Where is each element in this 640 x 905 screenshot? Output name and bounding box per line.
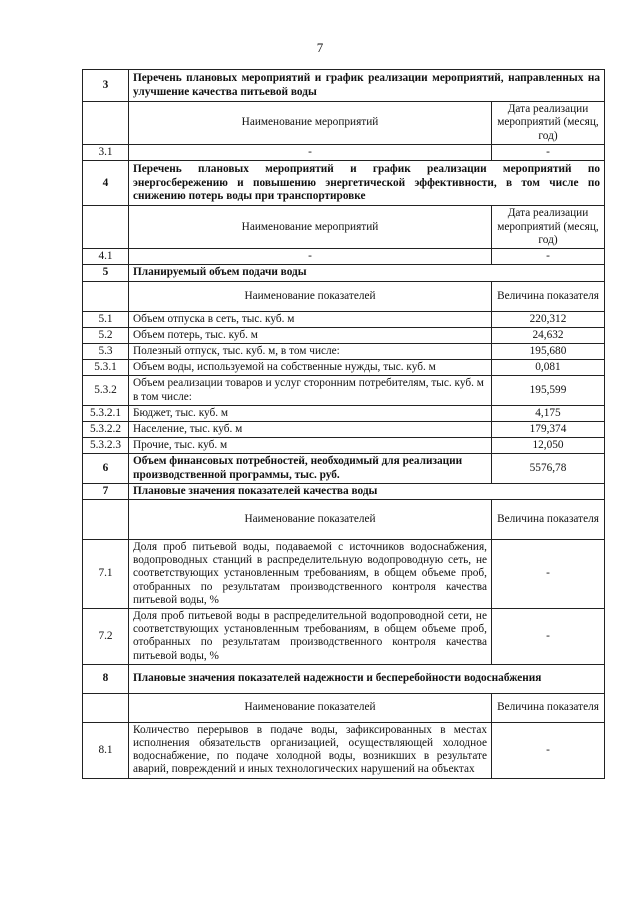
row-name: - <box>129 145 492 161</box>
row-name: Объем воды, используемой на собственные нужды, тыс. куб. м <box>129 360 492 376</box>
row-number: 5.1 <box>83 311 129 327</box>
table-row <box>83 327 605 343</box>
empty-cell <box>83 281 129 311</box>
table-row <box>83 376 605 405</box>
row-value: - <box>492 722 605 778</box>
row-name: Количество перерывов в подаче воды, зафиксированных в местах исполнения обязательств организацией, осуществляющей холодное водоснабжение, по подаче холодной воды, возникших в результате аварий, повреждений и иных технологических нарушений на объектах <box>129 722 492 778</box>
column-header-value: Величина показателя <box>492 693 605 722</box>
row-number: 5.3.2.2 <box>83 422 129 438</box>
section-value: 5576,78 <box>492 454 605 483</box>
row-number: 5.3.2 <box>83 376 129 405</box>
section-number: 5 <box>83 265 129 281</box>
table-row <box>83 438 605 454</box>
empty-cell <box>83 500 129 540</box>
row-value: 0,081 <box>492 360 605 376</box>
row-name: - <box>129 249 492 265</box>
section-title: Плановые значения показателей качества воды <box>129 483 605 499</box>
table-row <box>83 609 605 665</box>
row-number: 4.1 <box>83 249 129 265</box>
column-header-value: Величина показателя <box>492 281 605 311</box>
section-3-header <box>83 70 605 102</box>
table-row <box>83 311 605 327</box>
row-value: 24,632 <box>492 327 605 343</box>
section-title: Объем финансовых потребностей, необходимый для реализации производственной программы, тыс. руб. <box>129 454 492 483</box>
program-table <box>82 69 605 779</box>
column-header-name: Наименование показателей <box>129 693 492 722</box>
column-header-date: Дата реализации мероприятий (месяц, год) <box>492 206 605 249</box>
page-number: 7 <box>316 40 324 55</box>
section-6-row <box>83 454 605 483</box>
empty-cell <box>83 102 129 145</box>
table-row <box>83 422 605 438</box>
table-row <box>83 360 605 376</box>
row-value: 195,599 <box>492 376 605 405</box>
table-row <box>83 344 605 360</box>
row-value: 179,374 <box>492 422 605 438</box>
section-7-column-headers <box>83 500 605 540</box>
section-7-header <box>83 483 605 499</box>
row-value: - <box>492 540 605 609</box>
column-header-name: Наименование показателей <box>129 500 492 540</box>
row-number: 3.1 <box>83 145 129 161</box>
column-header-name: Наименование показателей <box>129 281 492 311</box>
row-date: - <box>492 249 605 265</box>
table-row <box>83 405 605 421</box>
row-name: Доля проб питьевой воды, подаваемой с источников водоснабжения, водопроводных станций в распределительную водопроводную сеть, не соответствующих установленным требованиям, в общем объеме проб, отобранных по результатам производственного контроля качества питьевой воды, % <box>129 540 492 609</box>
row-value: 12,050 <box>492 438 605 454</box>
column-header-name: Наименование мероприятий <box>129 206 492 249</box>
row-number: 5.3.2.1 <box>83 405 129 421</box>
row-name: Объем реализации товаров и услуг сторонним потребителям, тыс. куб. м в том числе: <box>129 376 492 405</box>
row-name: Объем отпуска в сеть, тыс. куб. м <box>129 311 492 327</box>
table-row <box>83 540 605 609</box>
section-number: 4 <box>83 161 129 206</box>
row-name: Объем потерь, тыс. куб. м <box>129 327 492 343</box>
column-header-date: Дата реализации мероприятий (месяц, год) <box>492 102 605 145</box>
row-name: Доля проб питьевой воды в распределительной водопроводной сети, не соответствующих установленным требованиям, в общем объеме проб, отобранных по результатам производственного контроля качества питьевой воды, % <box>129 609 492 665</box>
section-8-header <box>83 664 605 693</box>
table-row <box>83 722 605 778</box>
table-row <box>83 249 605 265</box>
section-8-column-headers <box>83 693 605 722</box>
row-number: 5.3.1 <box>83 360 129 376</box>
section-3-column-headers <box>83 102 605 145</box>
column-header-name: Наименование мероприятий <box>129 102 492 145</box>
row-number: 5.3.2.3 <box>83 438 129 454</box>
row-value: 195,680 <box>492 344 605 360</box>
row-value: 220,312 <box>492 311 605 327</box>
section-number: 7 <box>83 483 129 499</box>
row-number: 8.1 <box>83 722 129 778</box>
table-row <box>83 145 605 161</box>
row-number: 7.1 <box>83 540 129 609</box>
row-name: Бюджет, тыс. куб. м <box>129 405 492 421</box>
row-number: 7.2 <box>83 609 129 665</box>
row-name: Полезный отпуск, тыс. куб. м, в том числе: <box>129 344 492 360</box>
row-value: 4,175 <box>492 405 605 421</box>
column-header-value: Величина показателя <box>492 500 605 540</box>
section-title: Перечень плановых мероприятий и график реализации мероприятий по энергосбережению и повышению энергетической эффективности, в том числе по снижению потерь воды при транспортировке <box>129 161 605 206</box>
section-5-header <box>83 265 605 281</box>
section-5-column-headers <box>83 281 605 311</box>
row-name: Население, тыс. куб. м <box>129 422 492 438</box>
section-number: 3 <box>83 70 129 102</box>
section-4-header <box>83 161 605 206</box>
empty-cell <box>83 693 129 722</box>
section-title: Плановые значения показателей надежности и бесперебойности водоснабжения <box>129 664 605 693</box>
empty-cell <box>83 206 129 249</box>
section-4-column-headers <box>83 206 605 249</box>
section-title: Планируемый объем подачи воды <box>129 265 605 281</box>
row-number: 5.2 <box>83 327 129 343</box>
row-value: - <box>492 609 605 665</box>
section-title: Перечень плановых мероприятий и график реализации мероприятий, направленных на улучшение качества питьевой воды <box>129 70 605 102</box>
row-date: - <box>492 145 605 161</box>
row-name: Прочие, тыс. куб. м <box>129 438 492 454</box>
section-number: 6 <box>83 454 129 483</box>
section-number: 8 <box>83 664 129 693</box>
row-number: 5.3 <box>83 344 129 360</box>
